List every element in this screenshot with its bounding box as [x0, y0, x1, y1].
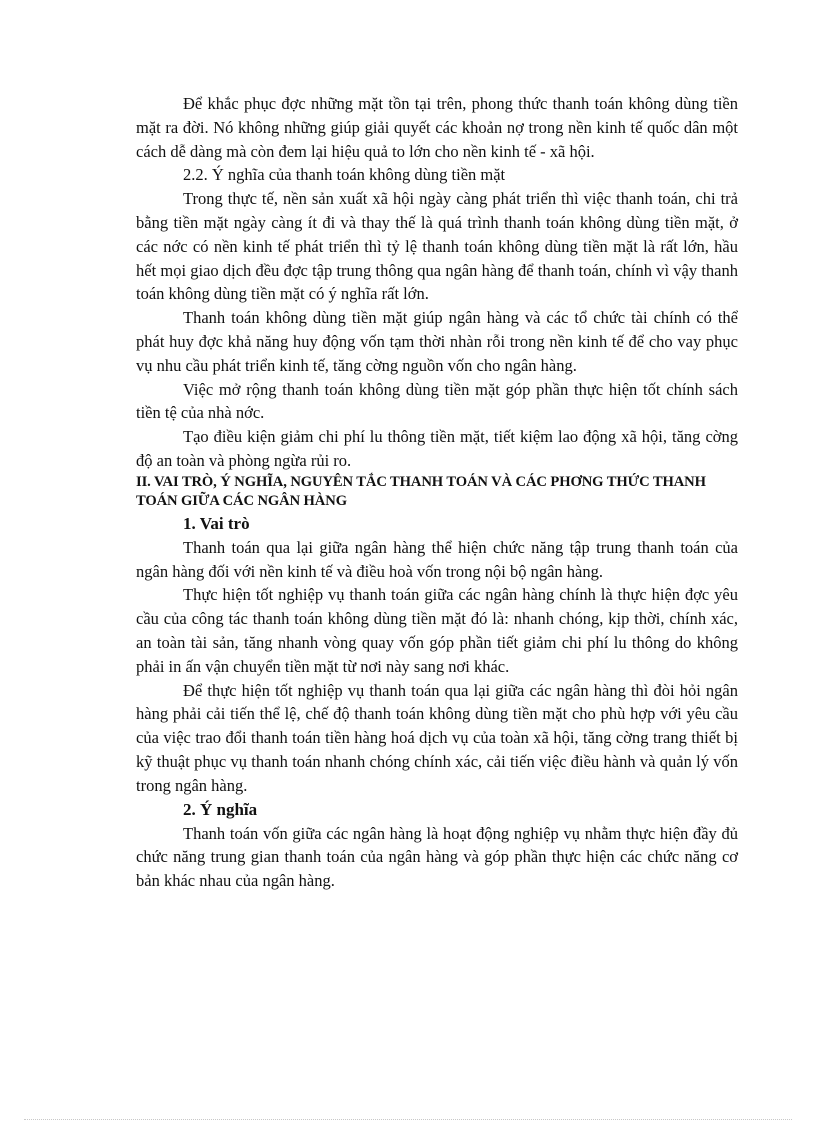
paragraph: Thanh toán không dùng tiền mặt giúp ngân hàng và các tổ chức tài chính có thể phát huy đợc khả năng huy động vốn tạm thời nhàn rỗi trong nền kinh tế để cho vay phục vụ nhu cầu phát triển kinh tế, tăng cờng nguồn vốn cho ngân hàng. [136, 308, 738, 375]
paragraph: Để thực hiện tốt nghiệp vụ thanh toán qua lại giữa các ngân hàng thì đòi hỏi ngân hàng phải cải tiến thể lệ, chế độ thanh toán không dùng tiền mặt cho phù hợp với yêu cầu của việc trao đổi thanh toán tiền hàng hoá dịch vụ của toàn xã hội, tăng cờng trang thiết bị kỹ thuật phục vụ thanh toán nhanh chóng chính xác, cải tiến việc điều hành và quản lý vốn trong ngân hàng. [136, 680, 738, 795]
document-page [136, 92, 738, 893]
paragraph: Trong thực tế, nền sản xuất xã hội ngày càng phát triển thì việc thanh toán, chi trả bằng tiền mặt ngày càng ít đi và thay thế là quá trình thanh toán không dùng tiền mặt, ở các nớc có nền kinh tế phát triển thì tỷ lệ thanh toán không dùng tiền mặt là rất lớn, hầu hết mọi giao dịch đều đợc tập trung thông qua ngân hàng để thanh toán, chính vì vậy thanh toán không dùng tiền mặt có ý nghĩa rất lớn. [136, 189, 738, 304]
page-bottom-divider [24, 1119, 792, 1120]
paragraph: Thanh toán vốn giữa các ngân hàng là hoạt động nghiệp vụ nhằm thực hiện đầy đủ chức năng trung gian thanh toán của ngân hàng và góp phần thực hiện các chức năng cơ bản khác nhau của ngân hàng. [136, 823, 738, 891]
heading-vai-tro: 1. Vai trò [183, 513, 250, 533]
heading-y-nghia: 2. Ý nghĩa [183, 799, 258, 819]
paragraph: Việc mở rộng thanh toán không dùng tiền mặt góp phần thực hiện tốt chính sách tiền tệ của nhà nớc. [136, 379, 738, 423]
paragraph: Thực hiện tốt nghiệp vụ thanh toán giữa các ngân hàng chính là thực hiện đợc yêu cầu của công tác thanh toán không dùng tiền mặt đó là: nhanh chóng, kịp thời, chính xác, an toàn tài sản, tăng nhanh vòng quay vốn góp phần tiết giảm chi phí lu thông do không phải in ấn vận chuyển tiền mặt từ nơi này sang nơi khác. [136, 585, 738, 676]
section-heading-ii: II. VAI TRÒ, Ý NGHĨA, NGUYÊN TẮC THANH TOÁN VÀ CÁC PHƠNG THỨC THANH TOÁN GIỮA CÁC NGÂN HÀNG [136, 473, 706, 510]
subheading-2-2: 2.2. Ý nghĩa của thanh toán không dùng tiền mặt [183, 165, 506, 185]
paragraph: Tạo điều kiện giảm chi phí lu thông tiền mặt, tiết kiệm lao động xã hội, tăng cờng độ an toàn và phòng ngừa rủi ro. [136, 427, 738, 470]
paragraph: Để khắc phục đợc những mặt tồn tại trên, phong thức thanh toán không dùng tiền mặt ra đời. Nó không những giúp giải quyết các khoản nợ trong nền kinh tế quốc dân một cách dễ dàng mà còn đem lại hiệu quả to lớn cho nền kinh tế - xã hội. [136, 94, 738, 161]
paragraph: Thanh toán qua lại giữa ngân hàng thể hiện chức năng tập trung thanh toán của ngân hàng đối với nền kinh tế và điều hoà vốn trong nội bộ ngân hàng. [136, 537, 738, 581]
